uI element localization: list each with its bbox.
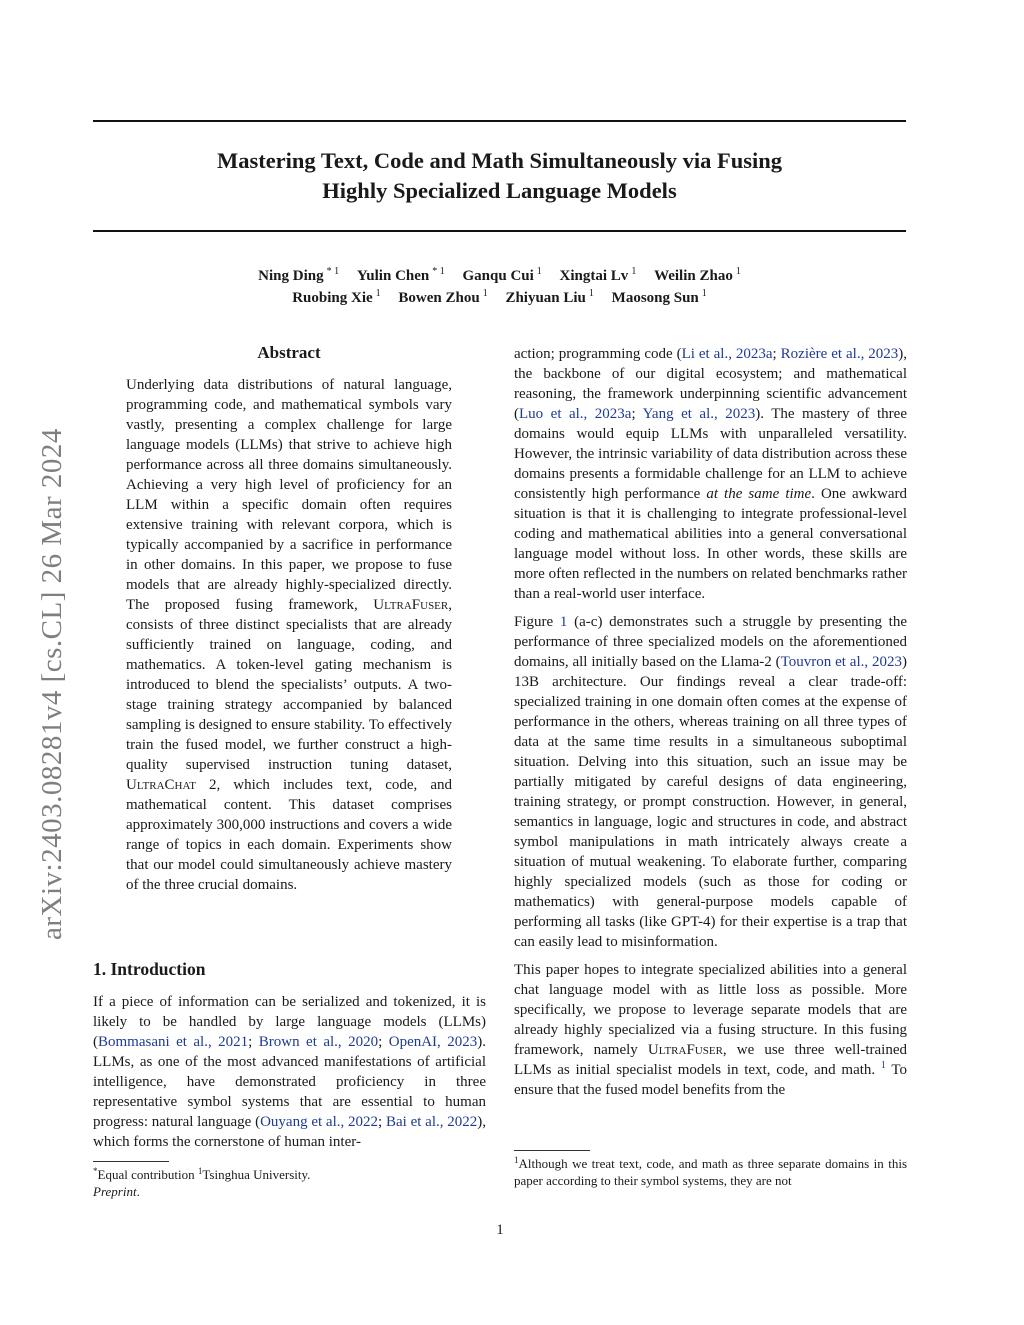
affiliation-mark: 1: [631, 266, 637, 277]
footnote-1: $^1$Although we treat text, code, and math as three separate domains in this paper according to their symbol systems, they are not: [514, 1155, 907, 1188]
affiliation-mark: 1: [482, 288, 488, 299]
author: Ning Ding $^{* 1}$: [258, 266, 340, 284]
right-column: [514, 344, 907, 1100]
author-list: [93, 265, 906, 309]
abstract-heading: Abstract: [257, 343, 321, 362]
author: Zhiyuan Liu $^1$: [505, 288, 594, 306]
affiliation-mark: 1: [701, 288, 707, 299]
citation-link[interactable]: OpenAI, 2023: [388, 1034, 478, 1050]
intro-paragraph-1-continued: action; programming code (Li et al., 2023a; Rozière et al., 2023), the backbone of our digital ecosystem; and mathematical reasoning, the framework underpinning scientific advancement (Luo et al., 2023a; Yang et al., 2023). The mastery of three domains would equip LLMs with unparalleled versatility. However, the intrinsic variability of data distribution across these domains presents a formidable challenge for an LLM to achieve consistently high performance at the same time. One awkward situation is that it is challenging to integrate professional-level coding and mathematical abilities into a general conversational language model without loss. In other words, these skills are more often reflected in the numbers on related benchmarks rather than a real-world user interface.: [514, 346, 908, 602]
citation-link[interactable]: Rozière et al., 2023: [780, 346, 899, 362]
author-row-1: [93, 265, 906, 287]
footnote-rule: [514, 1150, 590, 1151]
method-name: UltraFuser: [647, 1042, 723, 1058]
author: Ganqu Cui $^1$: [462, 266, 542, 284]
author-row-2: [93, 287, 906, 309]
intro-paragraph-3: This paper hopes to integrate specialized abilities into a general chat language model with as little loss as possible. More specifically, we propose to leverage separate models that are already highly specialized via a fusing structure. In this fusing framework, namely UltraFuser, we use three well-trained LLMs as initial specialist models in text, code, and math. $^1$ To ensure that the fused model benefits from the: [514, 962, 907, 1098]
footnote-affiliations: *Equal contribution $^1$Tsinghua University. Preprint.: [93, 1166, 311, 1199]
affiliation-mark: 1: [536, 266, 542, 277]
affiliation-mark: 1: [588, 288, 594, 299]
citation-link[interactable]: Li et al., 2023a: [681, 346, 773, 362]
preprint-label: Preprint: [93, 1184, 137, 1199]
affiliation-mark: 1: [735, 266, 741, 277]
footnote-rule: [93, 1161, 169, 1162]
title-top-rule: [93, 120, 906, 122]
affiliation-mark: 1: [375, 288, 381, 299]
page-number: 1: [496, 1222, 504, 1238]
author: Yulin Chen $^{* 1}$: [356, 266, 445, 284]
citation-link[interactable]: Bai et al., 2022: [385, 1114, 478, 1130]
method-name: UltraFuser: [373, 597, 449, 613]
author: Ruobing Xie $^1$: [292, 288, 381, 306]
intro-paragraph-2: Figure 1 (a-c) demonstrates such a struggle by presenting the performance of three specialized models on the aforementioned domains, all initially based on the Llama-2 (Touvron et al., 2023) 13B architecture. Our findings reveal a clear trade-off: specialized training in one domain often comes at the expense of performance in the others, whereas training on all three types of data at the same time results in a simultaneous suboptimal situation. Delving into this situation, such an issue may be partially mitigated by careful designs of data engineering, training strategy, or prompt construction. However, in general, semantics in language, logic and structures in code, and abstract symbol manipulations in math intricately always create a situation of mutual weakening. To elaborate further, comparing highly specialized models (such as those for coding or mathematics) with general-purpose models capable of performing all tasks (like GPT-4) for their expertise is a trap that can easily lead to misinformation.: [514, 614, 907, 950]
citation-link[interactable]: Luo et al., 2023a: [519, 406, 632, 422]
abstract-body: Underlying data distributions of natural language, programming code, and mathematical symbols vary vastly, presenting a complex challenge for large language models (LLMs) that strive to achieve high performance across all three domains simultaneously. Achieving a very high level of proficiency for an LLM within a specific domain often requires extensive training with relevant corpora, which is typically accompanied by a sacrifice in performance in other domains. In this paper, we propose to fuse models that are already highly-specialized directly. The proposed fusing framework, UltraFuser, consists of three distinct specialists that are already sufficiently trained on language, coding, and mathematics. A token-level gating mechanism is introduced to blend the specialists’ outputs. A two-stage training strategy accompanied by balanced sampling is designed to ensure stability. To effectively train the fused model, we further construct a high-quality supervised instruction tuning dataset, UltraChat 2, which includes text, code, and mathematical content. This dataset comprises approximately 300,000 instructions and covers a wide range of topics in each domain. Experiments show that our model could simultaneously achieve mastery of the three crucial domains.: [126, 377, 452, 893]
intro-paragraph-1: If a piece of information can be serialized and tokenized, it is likely to be handled by large language models (LLMs) (Bommasani et al., 2021; Brown et al., 2020; OpenAI, 2023). LLMs, as one of the most advanced manifestations of artificial intelligence, have demonstrated proficiency in three representative symbol systems that are essential to human progress: natural language (Ouyang et al., 2022; Bai et al., 2022), which forms the cornerstone of human inter-: [93, 994, 487, 1150]
arxiv-identifier-stamp[interactable]: arXiv:2403.08281v4 [cs.CL] 26 Mar 2024: [36, 428, 68, 940]
title-line-1: Mastering Text, Code and Math Simultaneously via Fusing: [216, 148, 783, 173]
author: Maosong Sun $^1$: [611, 288, 707, 306]
author: Weilin Zhao $^1$: [654, 266, 741, 284]
citation-link[interactable]: Yang et al., 2023: [642, 406, 756, 422]
citation-link[interactable]: Brown et al., 2020: [258, 1034, 379, 1050]
citation-link[interactable]: Ouyang et al., 2022: [260, 1114, 379, 1130]
affiliation-mark: * 1: [432, 266, 445, 277]
author: Xingtai Lv $^1$: [559, 266, 637, 284]
citation-link[interactable]: Touvron et al., 2023: [780, 654, 902, 670]
figure-reference-link[interactable]: 1: [559, 614, 568, 630]
section-heading-introduction: 1. Introduction: [93, 959, 206, 979]
footnote-reference-link[interactable]: 1: [880, 1060, 886, 1071]
dataset-name: UltraChat: [126, 777, 196, 793]
author: Bowen Zhou $^1$: [398, 288, 488, 306]
citation-link[interactable]: Bommasani et al., 2021: [98, 1034, 249, 1050]
affiliation-mark: * 1: [326, 266, 340, 277]
paper-title: [93, 146, 906, 206]
title-line-2: Highly Specialized Language Models: [322, 178, 677, 203]
title-bottom-rule: [93, 230, 906, 232]
